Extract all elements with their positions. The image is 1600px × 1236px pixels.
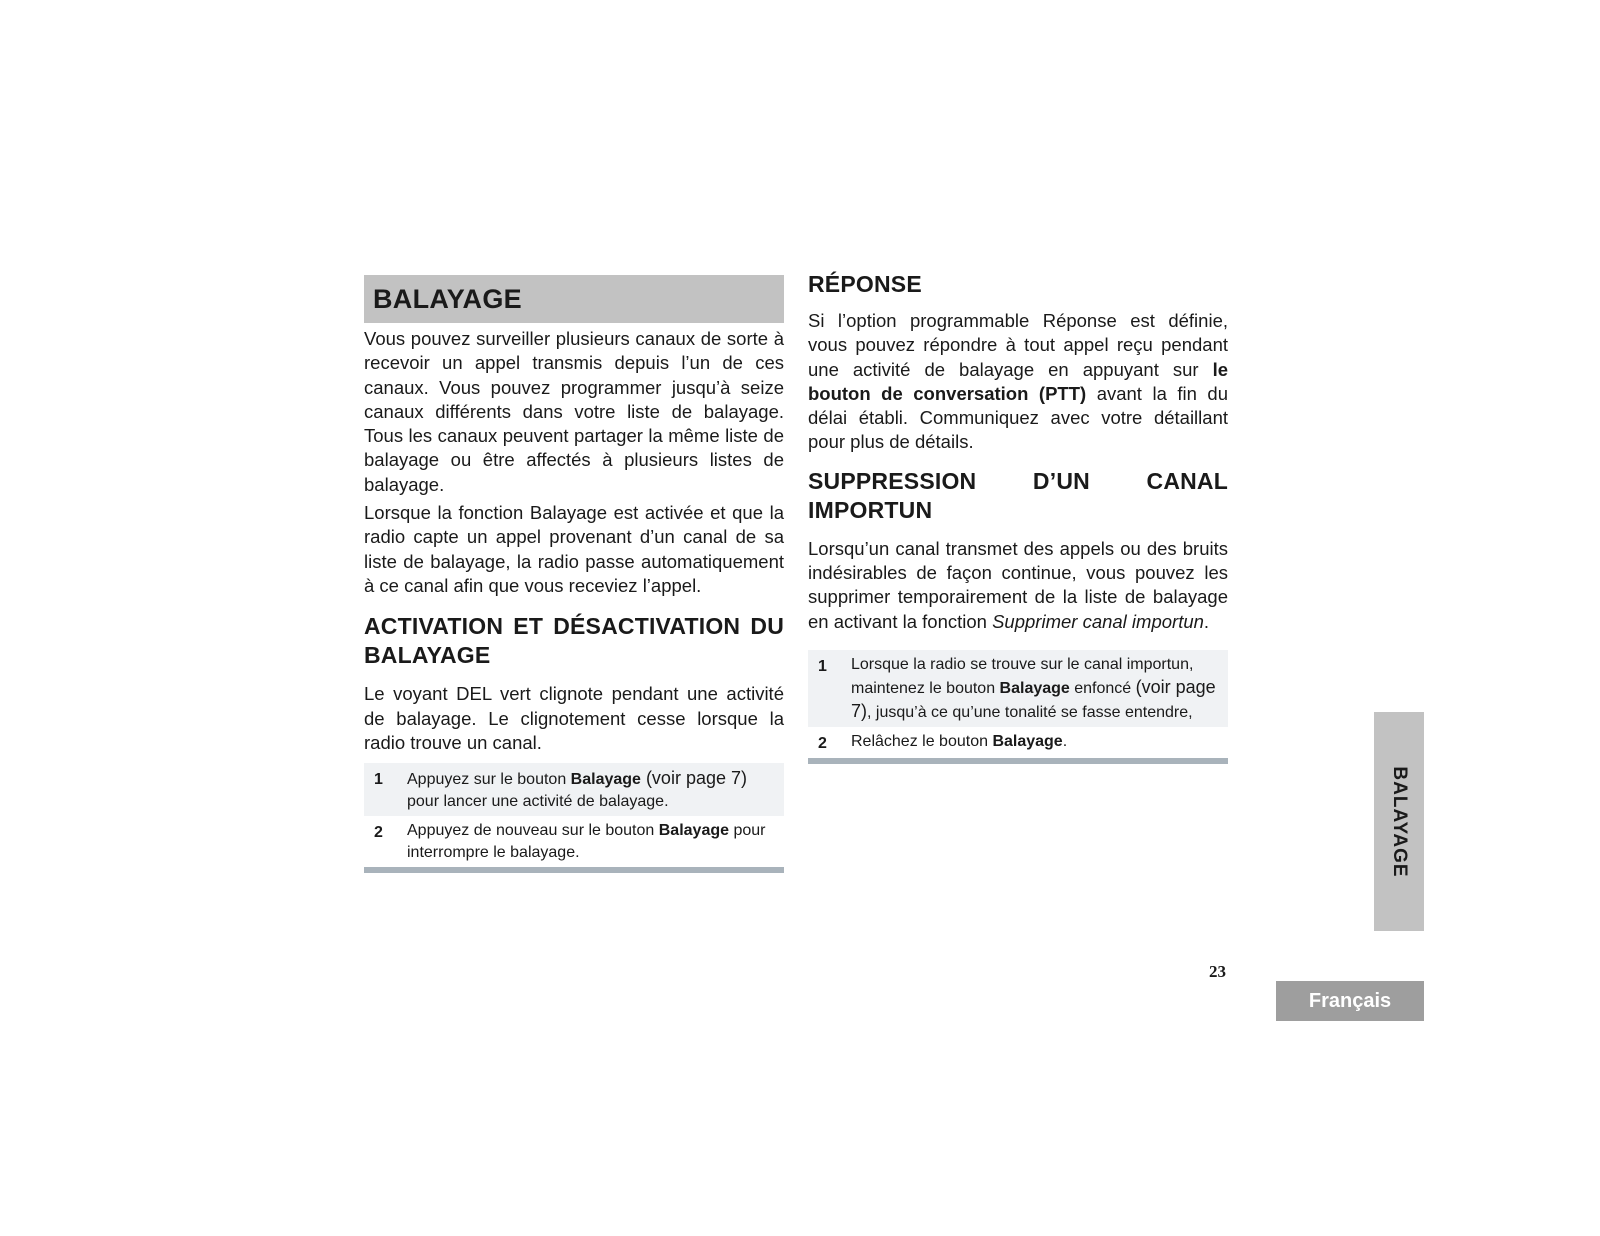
suppression-paragraph <box>808 537 1228 634</box>
suppression-text-after: . <box>1203 610 1210 632</box>
step-row <box>364 763 784 816</box>
activation-paragraph: Le voyant DEL vert clignote pendant une activité de balayage. Le clignotement cesse lorsque la radio trouve un canal. <box>364 683 784 753</box>
scan-button-name: Balayage <box>658 822 730 840</box>
activation-steps <box>364 763 784 873</box>
intro-paragraph-2: Lorsque la fonction Balayage est activée et que la radio capte un appel provenant d’un canal de sa liste de balayage, la radio passe automatiquement à ce canal afin que vous receviez l’appel. <box>364 502 784 596</box>
step-text-before: Appuyez sur le bouton <box>407 771 571 789</box>
page-reference: (voir page 7) <box>640 768 747 789</box>
ptt-button-name: le bouton de conversation (PTT) <box>808 358 1228 404</box>
step-text-after: pour interrompre le balayage. <box>407 822 766 862</box>
step-number: 1 <box>818 657 827 675</box>
scan-button-name: Balayage <box>992 732 1063 750</box>
step-text-mid: enfoncé <box>1069 679 1136 697</box>
scan-button-name: Balayage <box>999 679 1070 697</box>
step-text-after: pour lancer une activité de balayage. <box>407 793 669 811</box>
step-row <box>808 727 1228 758</box>
steps-divider <box>808 758 1228 764</box>
step-text-before: Appuyez de nouveau sur le bouton <box>407 822 659 840</box>
reponse-text-before: Si l’option programmable Réponse est définie, vous pouvez répondre à tout appel reçu pendant une activité de balayage en appuyant sur <box>808 310 1228 380</box>
right-column <box>808 270 1228 764</box>
step-row <box>808 650 1228 727</box>
step-number: 2 <box>374 824 383 842</box>
suppression-text-before: Lorsqu’un canal transmet des appels ou des bruits indésirables de façon continue, vous pouvez les supprimer temporairement de la liste de balayage en activant la fonction <box>808 537 1228 632</box>
suppression-heading: SUPPRESSION D’UN CANAL IMPORTUN <box>808 467 1228 523</box>
chapter-side-tab-label: BALAYAGE <box>1389 765 1410 878</box>
step-number: 2 <box>818 734 827 752</box>
suppression-steps <box>808 650 1228 764</box>
step-text-before: Lorsque la radio se trouve sur le canal importun, maintenez le bouton <box>851 655 1194 697</box>
step-text-before: Relâchez le bouton <box>851 732 993 750</box>
activation-heading: ACTIVATION ET DÉSACTIVATION DU BALAYAGE <box>364 613 784 669</box>
page-title: BALAYAGE <box>373 283 522 314</box>
reponse-heading: RÉPONSE <box>808 271 922 297</box>
step-text <box>851 731 1218 755</box>
step-text <box>407 820 774 864</box>
step-text-after: , jusqu’à ce qu’une tonalité se fasse entendre, <box>867 703 1193 721</box>
reponse-paragraph <box>808 309 1228 455</box>
page-number: 23 <box>1209 962 1226 981</box>
intro-paragraph-1: Vous pouvez surveiller plusieurs canaux de sorte à recevoir un appel transmis depuis l’un de ces canaux. Vous pouvez programmer jusqu’à seize canaux différents dans votre liste de balayage. Tous les canaux peuvent partager la même liste de balayage ou être affectés à plusieurs listes de balayage. <box>364 328 784 495</box>
nuisance-feature-name: Supprimer canal importun <box>992 610 1204 632</box>
page-reference: (voir page 7) <box>851 676 1216 721</box>
steps-divider <box>364 867 784 873</box>
step-row <box>364 816 784 867</box>
section-title-bar <box>364 275 784 323</box>
step-text <box>851 654 1218 724</box>
step-text-after: . <box>1062 732 1068 750</box>
reponse-text-after: avant la fin du délai établi. Communiquez avec votre détaillant pour plus de détails. <box>808 382 1228 453</box>
chapter-side-tab <box>1374 712 1424 931</box>
language-tab: Français <box>1276 981 1424 1021</box>
step-text <box>407 767 774 813</box>
scan-button-name: Balayage <box>570 771 641 789</box>
left-column <box>364 275 784 873</box>
step-number: 1 <box>374 771 383 789</box>
